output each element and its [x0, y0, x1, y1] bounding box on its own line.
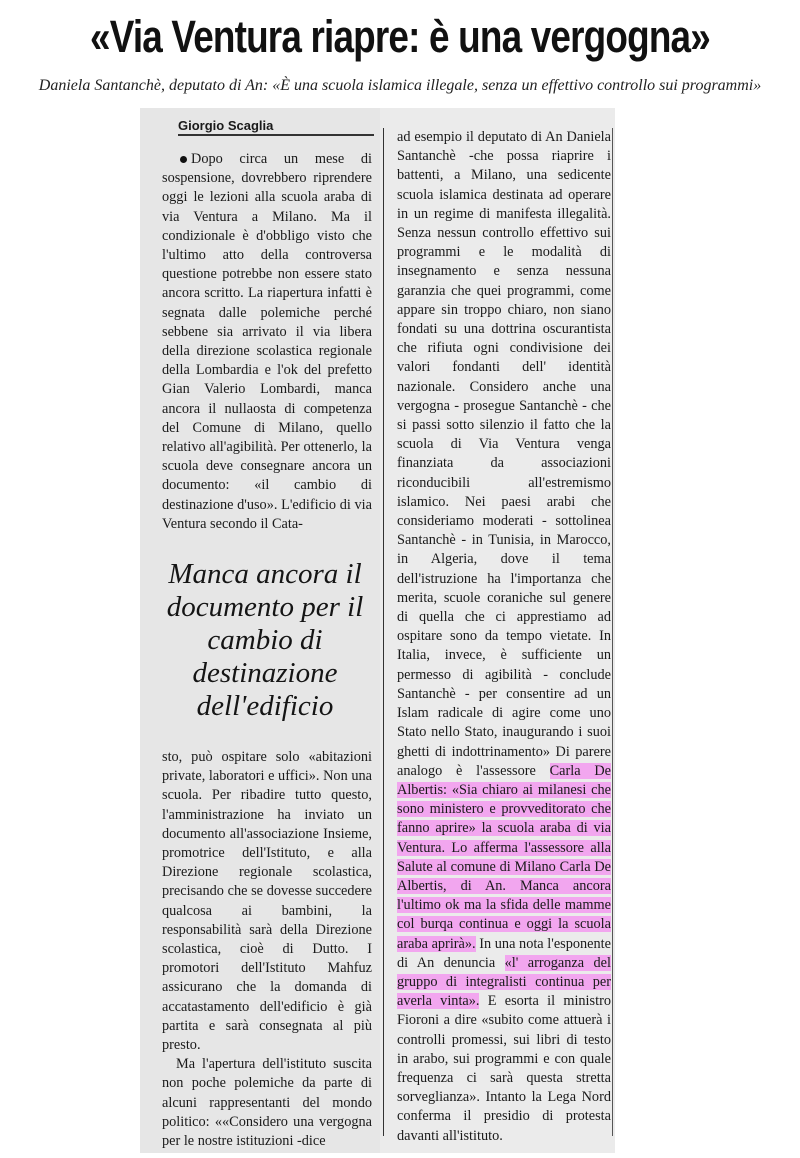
column-divider	[383, 128, 384, 1136]
highlighted-text: Carla De Albertis: «Sia chiaro ai milanesi che sono ministero e provveditorato che fanno aprire» la scuola araba di via Ventura. Lo afferma l'assessore alla Salute al comune di Milano Carla De Albertis, di An. Manca ancora l'ultimo ok ma la sfida delle mamme col burqa continua e oggi la scuola araba aprirà».	[397, 762, 611, 952]
subheadline: Daniela Santanchè, deputato di An: «È una scuola islamica illegale, senza un effettivo controllo sui programmi»	[38, 77, 762, 94]
byline: Giorgio Scaglia	[178, 118, 374, 136]
column-2	[397, 128, 611, 1146]
article-lead-paragraph	[162, 150, 372, 534]
text-run: E esorta il ministro Fioroni a dire «subito come attuerà i controlli promessi, sui libri di testo in arabo, sui programmi e con quale frequenza ci sarà questa stretta sorveglianza». Intanto la Lega Nord conferma il presidio di protesta davanti all'istituto.	[397, 993, 611, 1144]
text-run: ad esempio il deputato di An Daniela Santanchè -che possa riaprire i battenti, a Milano, una sedicente scuola islamica destinata ad operare in un regime di manifesta illegalità. Senza nessun controllo effettivo sui programmi e le modalità di insegnamento e senza nessuna garanzia che quei programmi, come appare sin troppo chiaro, non siano fondati su una dottrina oscurantista che rifiuta ogni condivisione dei valori fondanti dell' identità nazionale. Considero anche una vergogna - prosegue Santanchè - che si passi sotto silenzio il fatto che la scuola di Via Ventura venga finanziata da associazioni riconducibili all'estremismo islamico. Nei paesi arabi che consideriamo moderati - sottolinea Santanchè - in Tunisia, in Marocco, in Algeria, dove il tema dell'istruzione ha l'importanza che merita, scuole coraniche sul genere di quella che ci apprestiamo ad ospitare sono da tempo vietate. In Italia, invece, è sufficiente un permesso di agibilità - conclude Santanchè - per consentire ad un Islam radicale di agire come uno Stato nello Stato, inaugurando i suoi ghetti di indottrinamento» Di parere analogo è l'assessore	[397, 129, 611, 779]
column-1-bottom	[162, 748, 372, 1151]
paragraph	[397, 128, 611, 1146]
bullet-icon	[180, 156, 187, 163]
highlighted-text: «l' arroganza del gruppo di integralisti continua per averla vinta».	[397, 954, 611, 1010]
pull-quote: Manca ancora il documento per il cambio di destinazione dell'edificio	[166, 558, 364, 722]
paragraph: Ma l'apertura dell'istituto suscita non poche polemiche da parte di alcuni rappresentanti del mondo politico: ««Considero una vergogna per le nostre istituzioni -dice	[162, 1056, 372, 1150]
headline: «Via Ventura riapre: è una vergogna»	[90, 11, 710, 62]
paragraph: sto, può ospitare solo «abitazioni private, laboratori e uffici». Non una scuola. Per ribadire tutto questo, l'amministrazione ha inviato un documento all'associazione Insieme, promotrice dell'Istituto, e alla Direzione regionale scolastica, precisando che se dovesse succedere qualcosa ai bambini, la responsabilità sarà della Direzione scolastica, cioè di Dutto. I promotori dell'Istituto Mahfuz assicurano che la domanda di accatastamento dell'edificio è già partita e sarà consegnata al più presto.	[162, 749, 372, 1054]
text-run: In una nota l'esponente di An denuncia	[397, 935, 611, 971]
column-1-top	[162, 150, 372, 534]
column-border	[612, 128, 613, 1136]
lead-text: Dopo circa un mese di sospensione, dovrebbero riprendere oggi le lezioni alla scuola araba di via Ventura a Milano. Ma il condizionale è d'obbligo visto che l'ultimo atto della controversa questione potrebbe non essere stato ancora scritto. La riapertura infatti è segnata dalle polemiche perché sebbene sia arrivato il via libera della direzione scolastica regionale della Lombardia e l'ok del prefetto Gian Valerio Lombardi, manca ancora il nullaosta di competenza del Comune di Milano, quello relativo all'agibilità. Per ottenerlo, la scuola deve consegnare ancora un documento: «il cambio di destinazione d'uso». L'edificio di via Ventura secondo il Cata-	[162, 151, 372, 532]
